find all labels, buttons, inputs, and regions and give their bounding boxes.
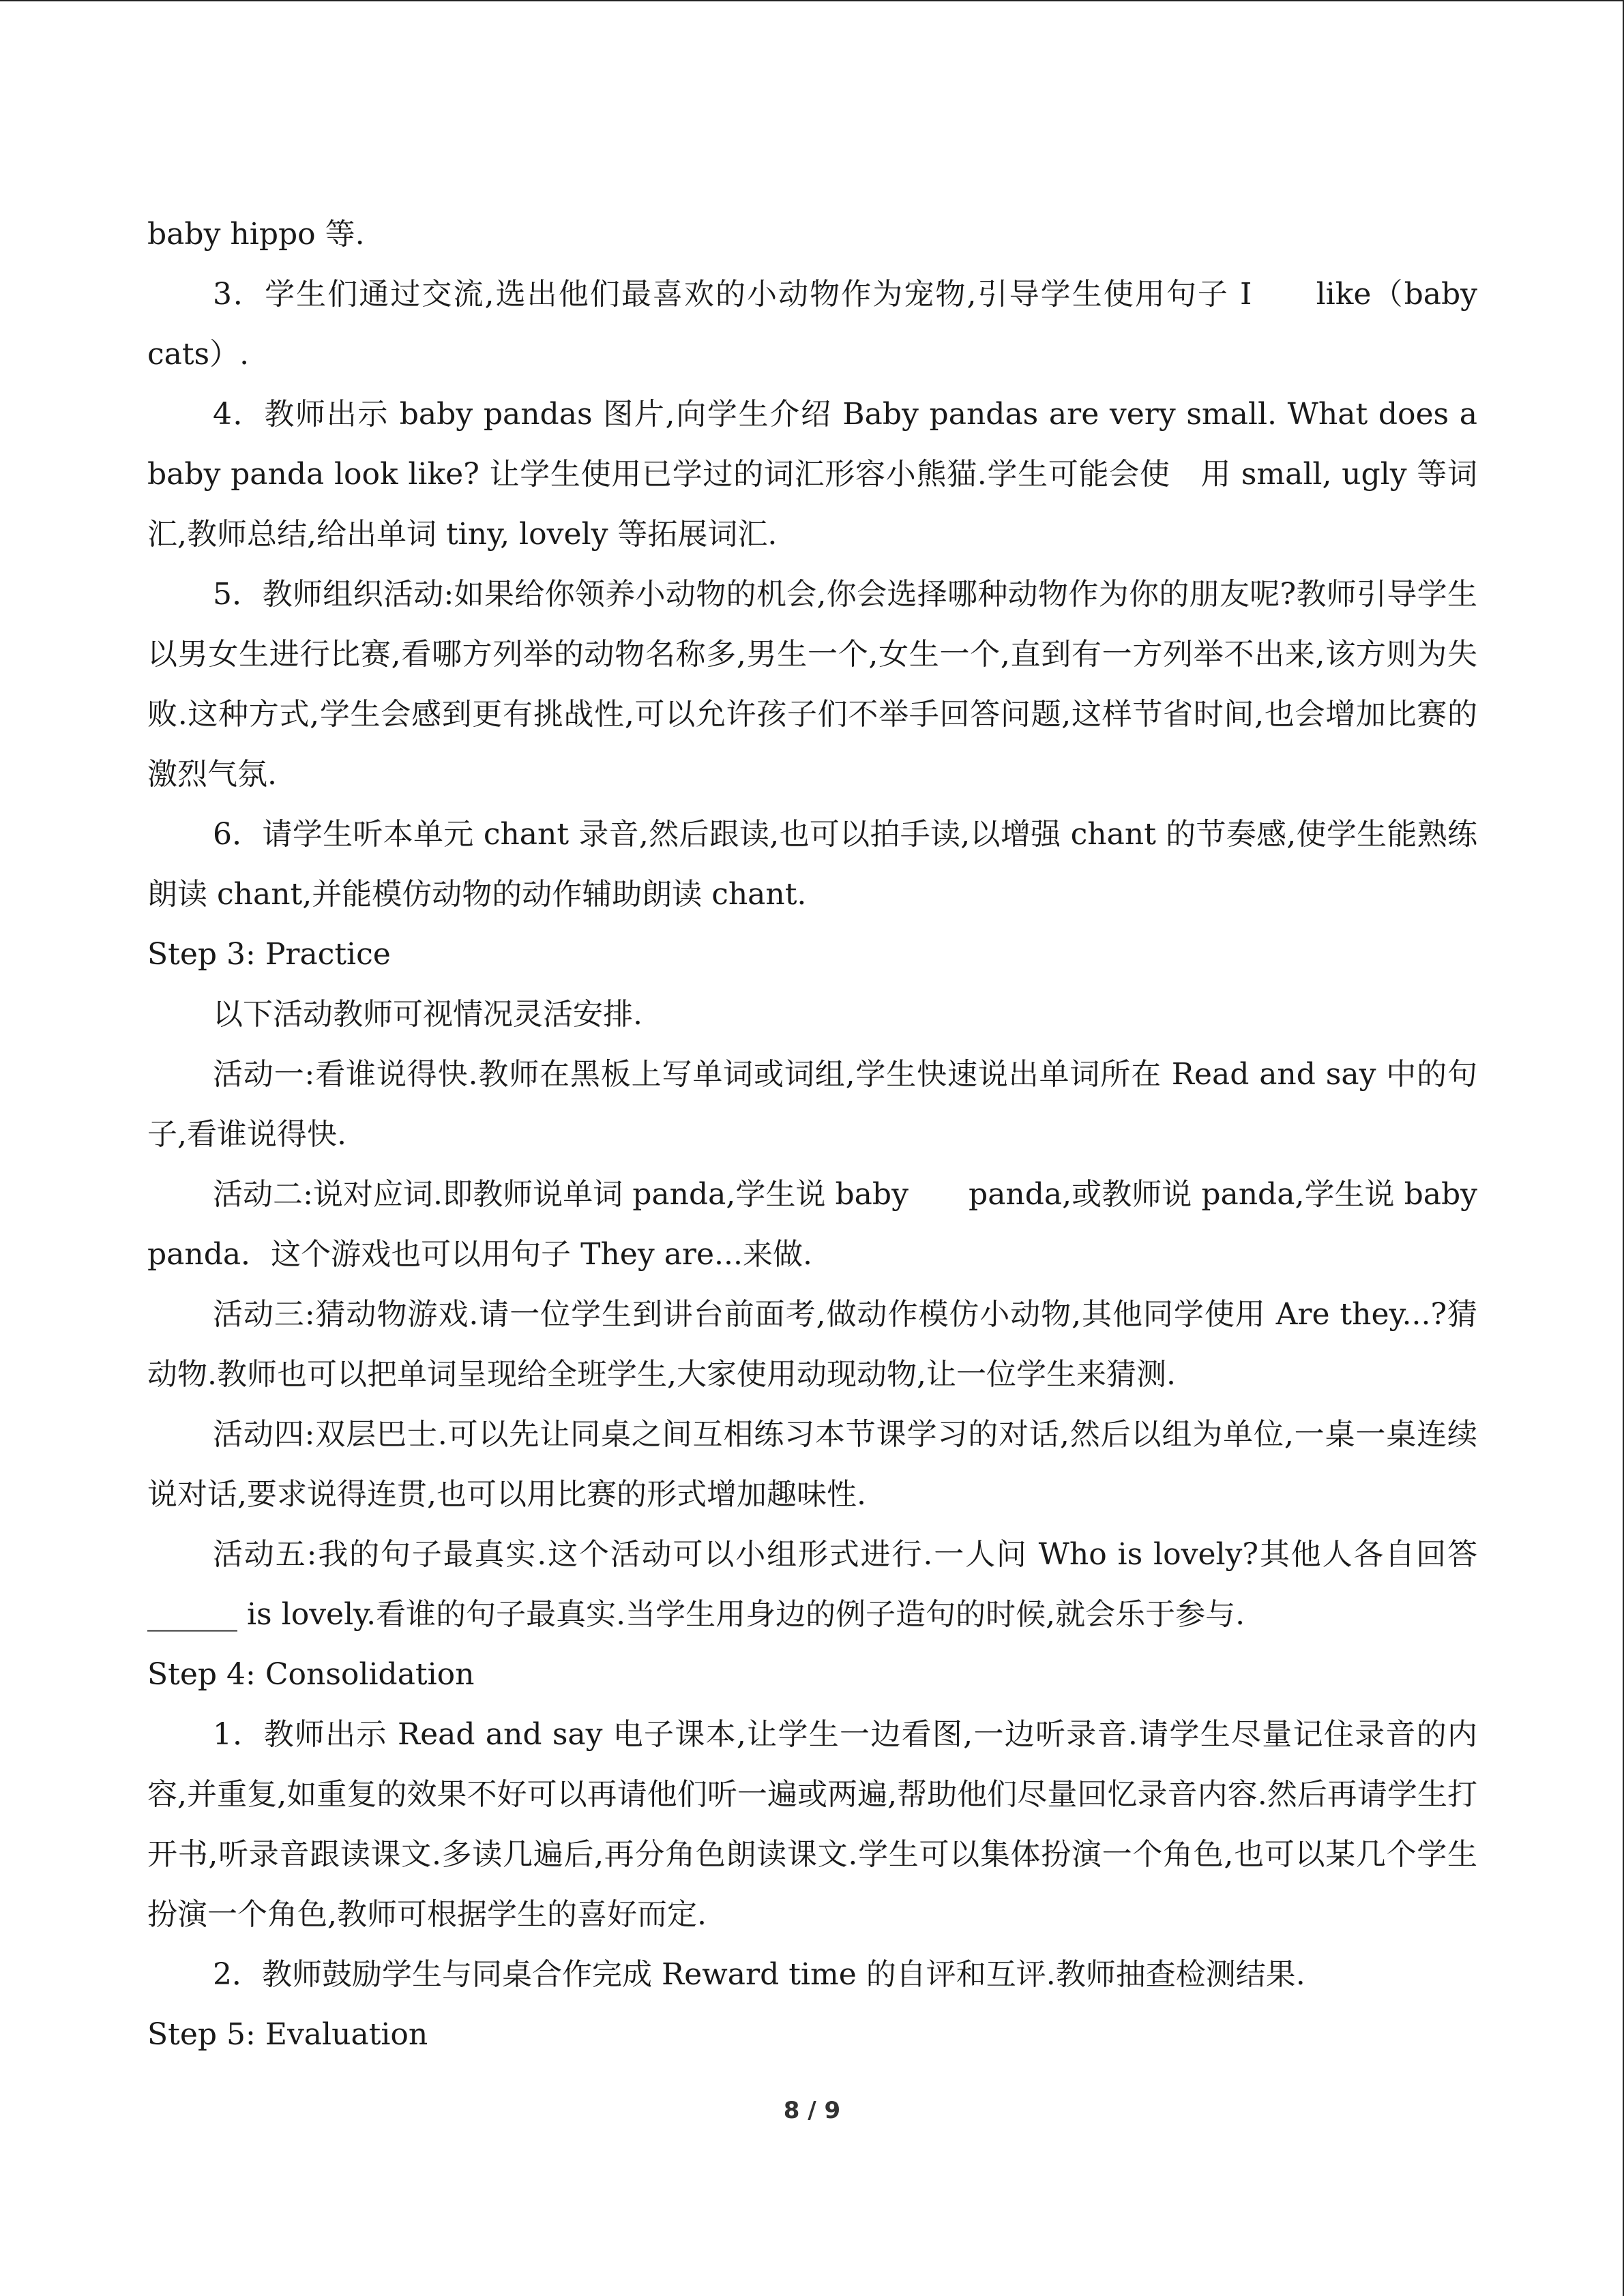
paragraph-activity-4: 活动四:双层巴士.可以先让同桌之间互相练习本节课学习的对话,然后以组为单位,一桌一桌连续说对话,要求说得连贯,也可以用比赛的形式增加趣味性.: [147, 1417, 1477, 1512]
heading-step3: Step 3: Practice: [147, 937, 391, 972]
paragraph-step2-item6: 6．请学生听本单元 chant 录音,然后跟读,也可以拍手读,以增强 chant 的节奏感,使学生能熟练朗读 chant,并能模仿动物的动作辅助朗读 chant.: [147, 817, 1477, 912]
heading-step5: Step 5: Evaluation: [147, 2017, 428, 2052]
paragraph-activity-3: 活动三:猜动物游戏.请一位学生到讲台前面考,做动作模仿小动物,其他同学使用 Are they...?猜动物.教师也可以把单词呈现给全班学生,大家使用动现动物,让一位学生来猜测.: [147, 1297, 1477, 1392]
paragraph-step2-item4: 4．教师出示 baby pandas 图片,向学生介绍 Baby pandas are very small. What does a baby panda look like? 让学生使用已学过的词汇形容小熊猫.学生可能会使 用 small, ugly 等词汇,教师总结,给出单词 tiny, lovely 等拓展词汇.: [147, 397, 1477, 552]
paragraph-step4-item1: 1．教师出示 Read and say 电子课本,让学生一边看图,一边听录音.请学生尽量记住录音的内容,并重复,如重复的效果不好可以再请他们听一遍或两遍,帮助他们尽量回忆录音内容.然后再请学生打开书,听录音跟读课文.多读几遍后,再分角色朗读课文.学生可以集体扮演一个角色,也可以某几个学生扮演一个角色,教师可根据学生的喜好而定.: [147, 1717, 1477, 1932]
paragraph-step2-item5: 5．教师组织活动:如果给你领养小动物的机会,你会选择哪种动物作为你的朋友呢?教师引导学生以男女生进行比赛,看哪方列举的动物名称多,男生一个,女生一个,直到有一方列举不出来,该方则为失败.这种方式,学生会感到更有挑战性,可以允许孩子们不举手回答问题,这样节省时间,也会增加比赛的激烈气氛.: [147, 577, 1477, 792]
page-body: [147, 205, 1477, 2065]
paragraph-activity-5: 活动五:我的句子最真实.这个活动可以小组形式进行.一人问 Who is lovely?其他人各自回答______ is lovely.看谁的句子最真实.当学生用身边的例子造句的时候,就会乐于参与.: [147, 1537, 1477, 1632]
page-number: 8 / 9: [783, 2097, 841, 2124]
heading-step4: Step 4: Consolidation: [147, 1657, 475, 1692]
paragraph-activity-2: 活动二:说对应词.即教师说单词 panda,学生说 baby panda,或教师说 panda,学生说 baby panda．这个游戏也可以用句子 They are...来做.: [147, 1177, 1477, 1272]
paragraph-step4-item2: 2．教师鼓励学生与同桌合作完成 Reward time 的自评和互评.教师抽查检测结果.: [213, 1957, 1305, 1992]
paragraph-activity-1: 活动一:看谁说得快.教师在黑板上写单词或词组,学生快速说出单词所在 Read and say 中的句子,看谁说得快.: [147, 1057, 1477, 1152]
paragraph-step2-item3: 3．学生们通过交流,选出他们最喜欢的小动物作为宠物,引导学生使用句子 I like（baby cats）.: [147, 277, 1477, 372]
page-border-top: [0, 0, 1624, 1]
paragraph-step3-intro: 以下活动教师可视情况灵活安排.: [213, 997, 643, 1032]
paragraph-continuation: baby hippo 等.: [147, 217, 365, 252]
